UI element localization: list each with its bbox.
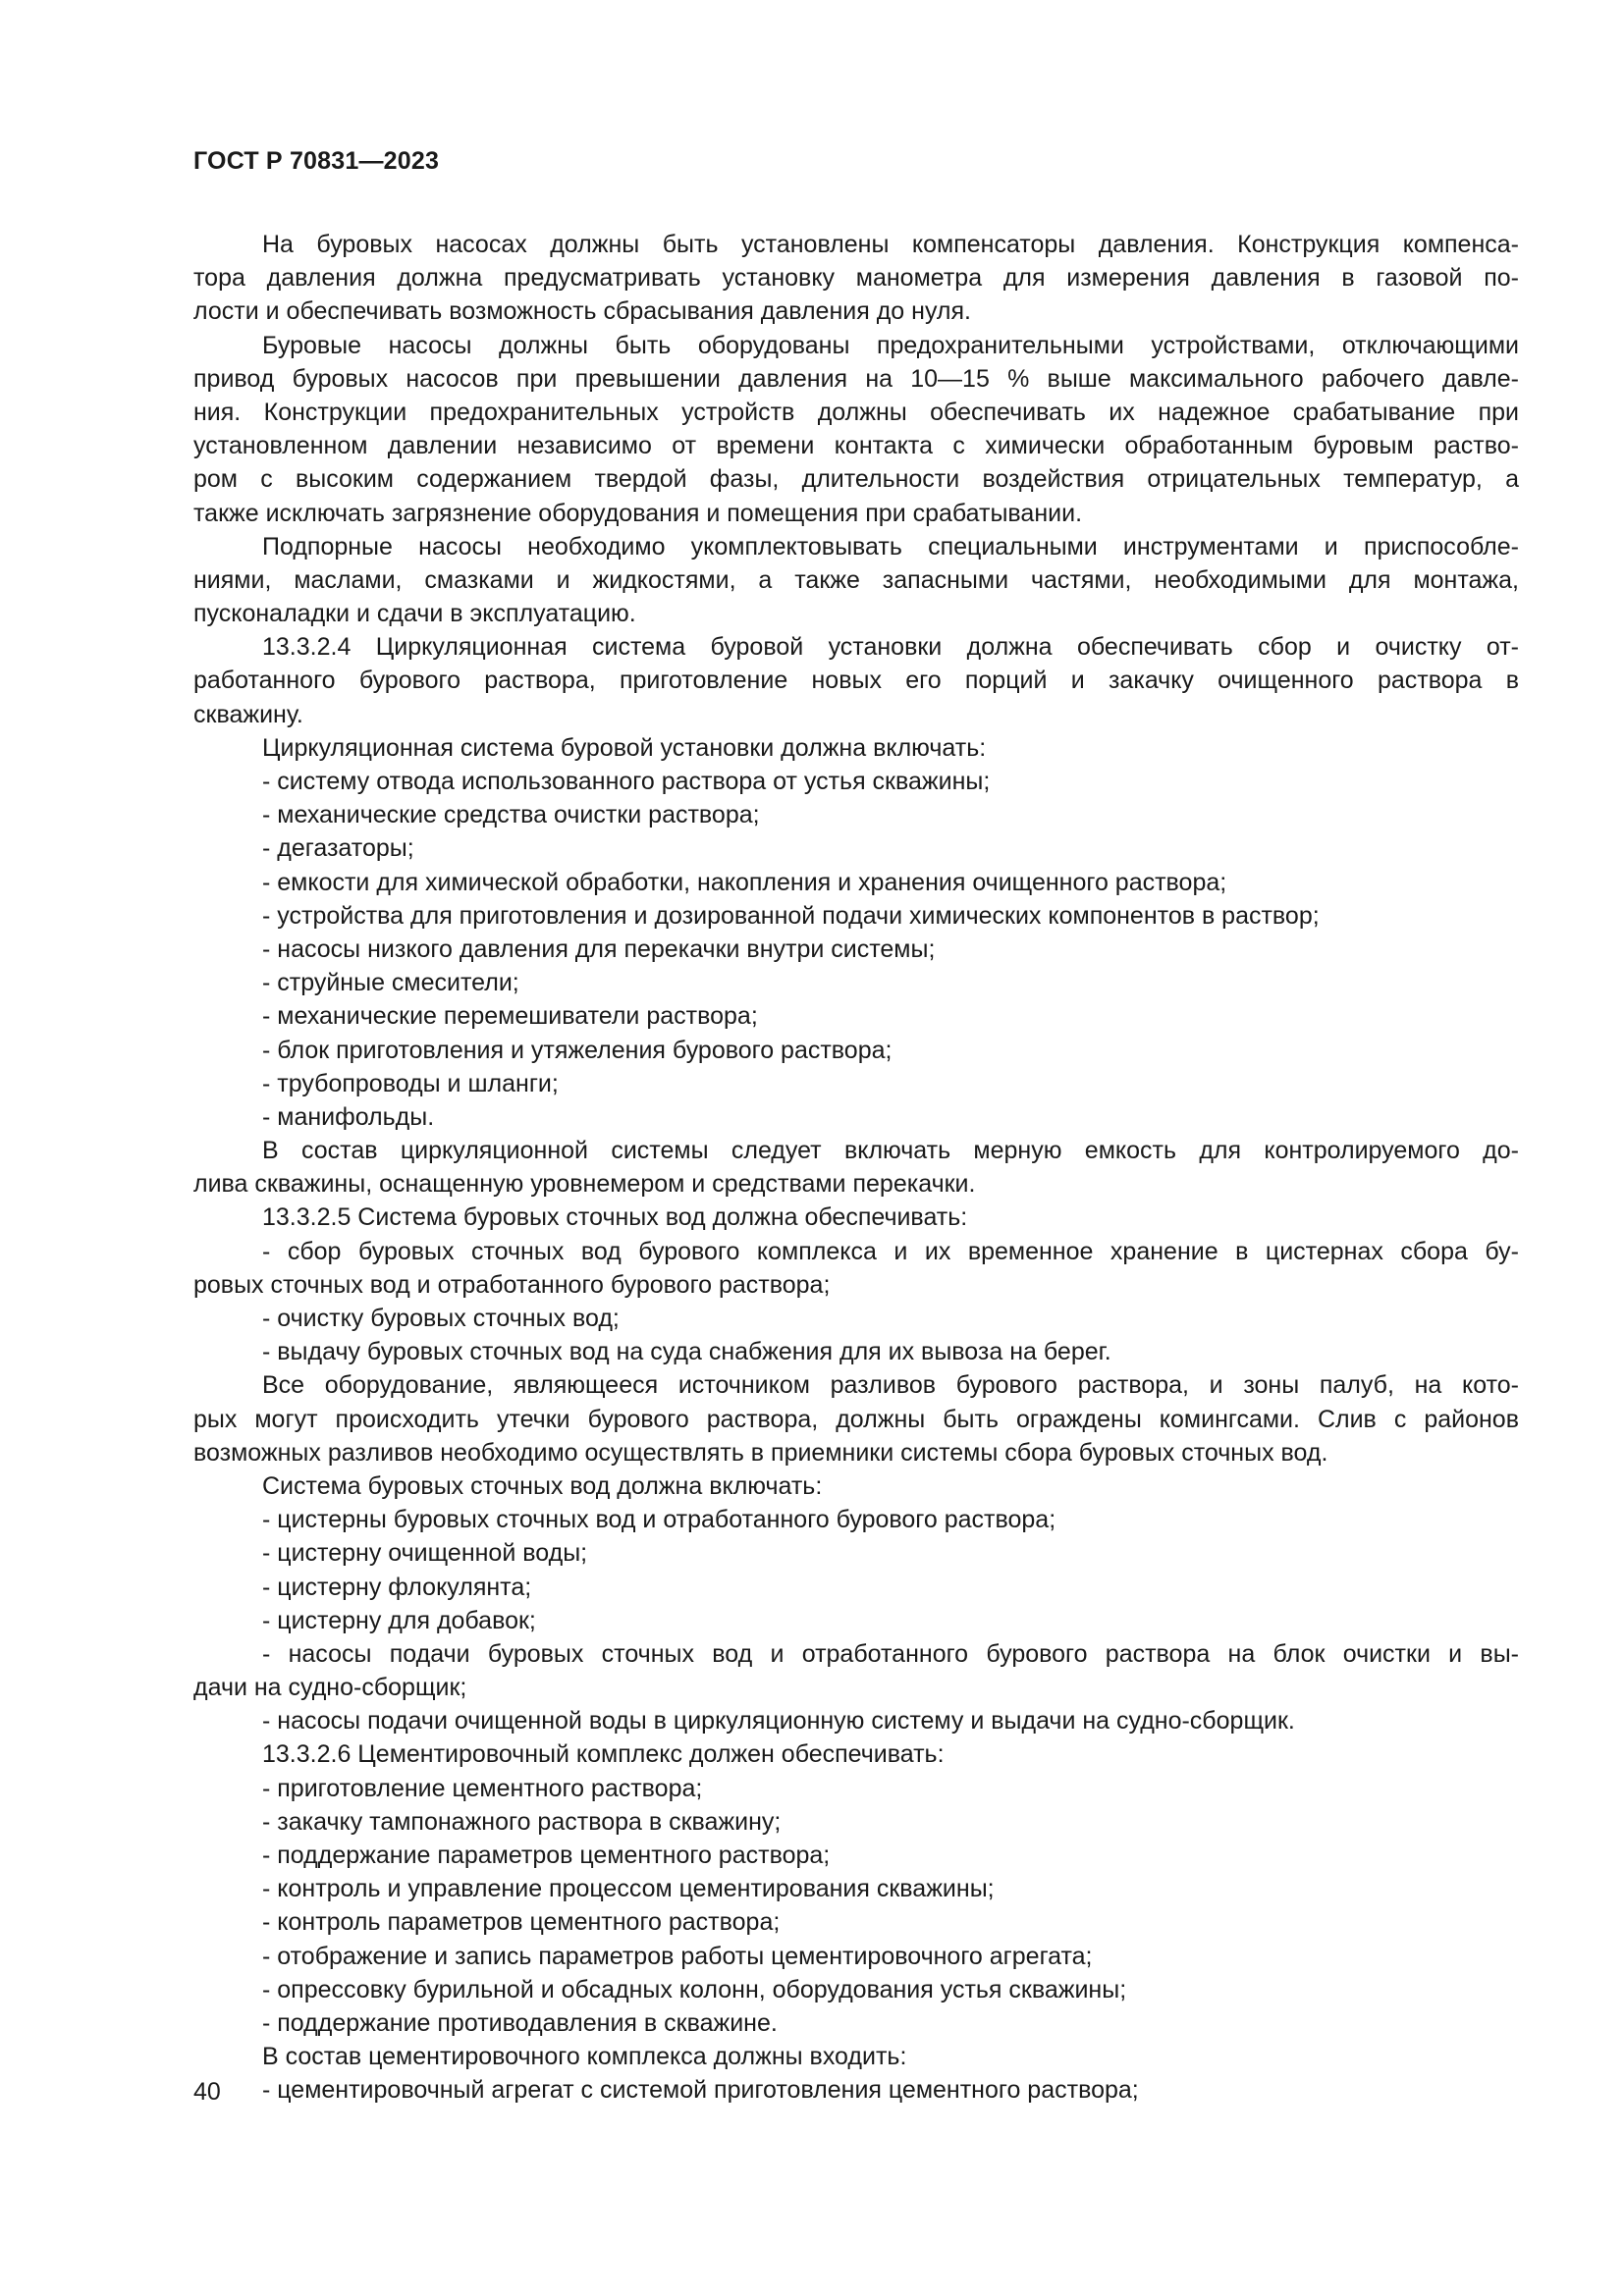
text-line: - устройства для приготовления и дозированной подачи химических компонентов в раствор; xyxy=(262,901,1320,930)
text-line: ния. Конструкции предохранительных устройств должны обеспечивать их надежное срабатывание при xyxy=(193,398,1519,426)
text-line: - цистерну флокулянта; xyxy=(262,1573,532,1601)
text-line: 13.3.2.4 Циркуляционная система буровой установки должна обеспечивать сбор и очистку от- xyxy=(262,633,1519,662)
text-line: Подпорные насосы необходимо укомплектовывать специальными инструментами и приспособле- xyxy=(262,532,1519,561)
text-line: - трубопроводы и шланги; xyxy=(262,1069,559,1097)
text-line: ниями, маслами, смазками и жидкостями, а также запасными частями, необходимыми для монтажа, xyxy=(193,565,1519,594)
text-line: - дегазаторы; xyxy=(262,834,414,863)
text-line: - цистерну очищенной воды; xyxy=(262,1539,588,1568)
text-line: - цементировочный агрегат с системой приготовления цементного раствора; xyxy=(262,2076,1139,2105)
text-line: дачи на судно-сборщик; xyxy=(193,1674,467,1702)
text-line: тора давления должна предусматривать установку манометра для измерения давления в газовой по- xyxy=(193,264,1519,293)
text-line: - опрессовку бурильной и обсадных колонн, оборудования устья скважины; xyxy=(262,1975,1127,2003)
text-line: Система буровых сточных вод должна включать: xyxy=(262,1471,823,1500)
text-line: привод буровых насосов при превышении давления на 10—15 % выше максимального рабочего давле- xyxy=(193,364,1519,393)
text-line: Циркуляционная система буровой установки должна включать: xyxy=(262,733,987,762)
page-number: 40 xyxy=(193,2078,221,2106)
text-line: - емкости для химической обработки, накопления и хранения очищенного раствора; xyxy=(262,868,1227,896)
text-line: Буровые насосы должны быть оборудованы предохранительными устройствами, отключающими xyxy=(262,331,1519,359)
text-line: возможных разливов необходимо осуществлять в приемники системы сбора буровых сточных вод. xyxy=(193,1438,1328,1467)
text-line: - отображение и запись параметров работы цементировочного агрегата; xyxy=(262,1942,1093,1970)
text-line: - очистку буровых сточных вод; xyxy=(262,1305,620,1332)
text-line: - цистерну для добавок; xyxy=(262,1606,536,1634)
text-line: лости и обеспечивать возможность сбрасывания давления до нуля. xyxy=(193,297,971,326)
text-line: Все оборудование, являющееся источником разливов бурового раствора, и зоны палуб, на кото- xyxy=(262,1371,1519,1400)
text-line: - струйные смесители; xyxy=(262,969,519,997)
text-line: - насосы низкого давления для перекачки внутри системы; xyxy=(262,934,936,963)
text-line: В состав циркуляционной системы следует включать мерную емкость для контролируемого до- xyxy=(262,1137,1519,1165)
text-line: - механические средства очистки раствора; xyxy=(262,801,760,829)
document-code-header: ГОСТ Р 70831—2023 xyxy=(193,147,440,175)
text-line: - механические перемешиватели раствора; xyxy=(262,1002,758,1031)
text-line: - цистерны буровых сточных вод и отработанного бурового раствора; xyxy=(262,1506,1056,1534)
text-line: - насосы подачи очищенной воды в циркуляционную систему и выдачи на судно-сборщик. xyxy=(262,1707,1295,1735)
text-line: скважину. xyxy=(193,700,303,728)
text-line: На буровых насосах должны быть установлены компенсаторы давления. Конструкция компенса- xyxy=(262,231,1519,258)
text-line: установленном давлении независимо от времени контакта с химически обработанным буровым раство- xyxy=(193,432,1519,460)
text-line: 13.3.2.5 Система буровых сточных вод должна обеспечивать: xyxy=(262,1203,968,1232)
text-line: - систему отвода использованного раствора от устья скважины; xyxy=(262,768,991,795)
body-text xyxy=(193,228,1519,2108)
text-line: - контроль параметров цементного раствора; xyxy=(262,1908,781,1937)
text-line: - манифольды. xyxy=(262,1102,435,1131)
text-line: - блок приготовления и утяжеления бурового раствора; xyxy=(262,1036,893,1064)
text-line: - закачку тампонажного раствора в скважину; xyxy=(262,1807,782,1836)
text-line: - контроль и управление процессом цементирования скважины; xyxy=(262,1875,995,1903)
text-line: также исключать загрязнение оборудования и помещения при срабатывании. xyxy=(193,499,1083,527)
text-line: ром с высоким содержанием твердой фазы, длительности воздействия отрицательных температур, а xyxy=(193,465,1519,494)
text-line: - поддержание противодавления в скважине. xyxy=(262,2008,778,2037)
text-line: В состав цементировочного комплекса должны входить: xyxy=(262,2043,907,2071)
text-line: - насосы подачи буровых сточных вод и отработанного бурового раствора на блок очистки и вы- xyxy=(262,1639,1519,1668)
text-line: ровых сточных вод и отработанного бурового раствора; xyxy=(193,1270,831,1299)
text-line: рых могут происходить утечки бурового раствора, должны быть ограждены комингсами. Слив с районов xyxy=(193,1405,1519,1433)
text-line: - поддержание параметров цементного раствора; xyxy=(262,1842,831,1869)
text-line: - сбор буровых сточных вод бурового комплекса и их временное хранение в цистернах сбора бу- xyxy=(262,1237,1519,1265)
text-line: - выдачу буровых сточных вод на суда снабжения для их вывоза на берег. xyxy=(262,1338,1111,1366)
text-line: - приготовление цементного раствора; xyxy=(262,1774,703,1802)
text-line: 13.3.2.6 Цементировочный комплекс должен обеспечивать: xyxy=(262,1740,945,1769)
text-line: лива скважины, оснащенную уровнемером и средствами перекачки. xyxy=(193,1170,976,1199)
text-line: работанного бурового раствора, приготовление новых его порций и закачку очищенного раствора в xyxy=(193,667,1519,695)
text-line: пусконаладки и сдачи в эксплуатацию. xyxy=(193,600,636,628)
